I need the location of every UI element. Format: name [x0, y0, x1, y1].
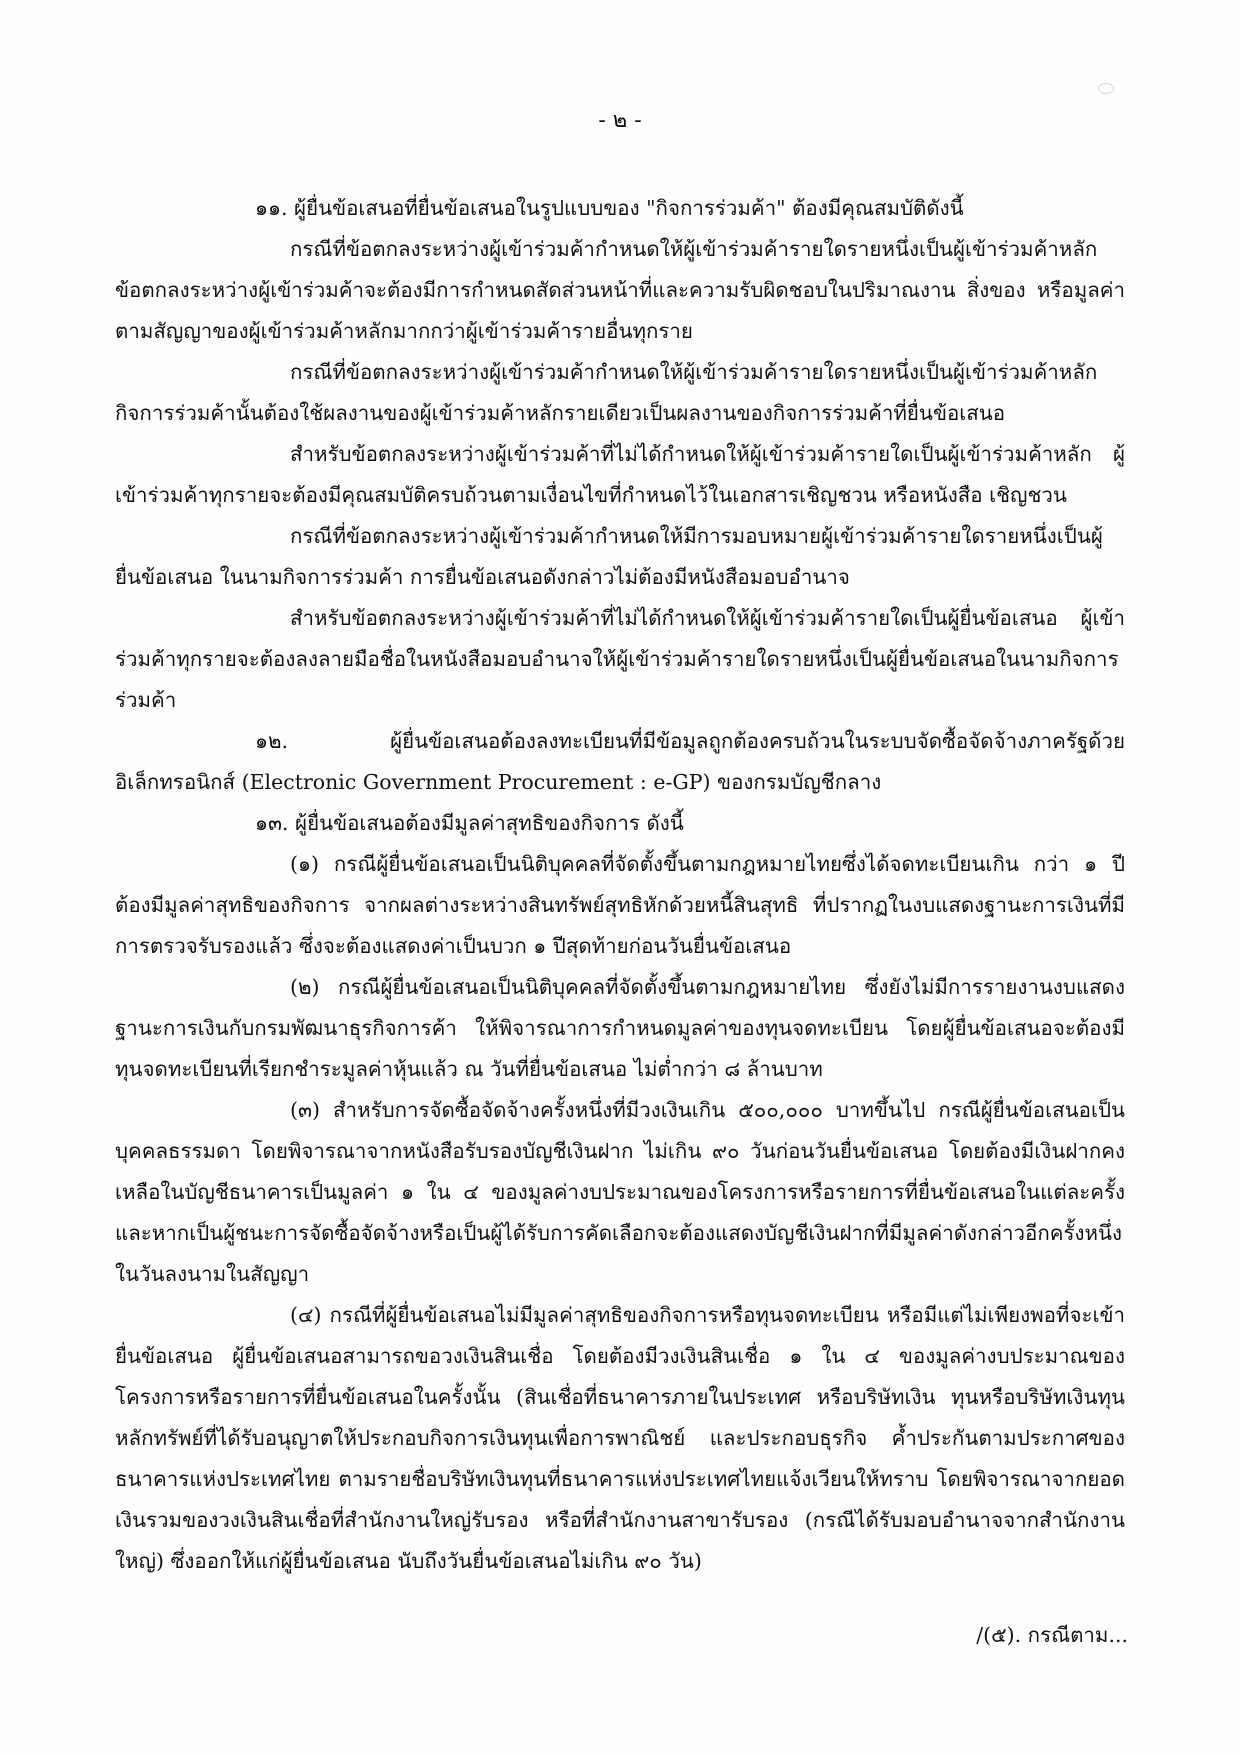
clause-13-item-2: (๒) กรณีผู้ยื่นข้อเสนอเป็นนิติบุคคลที่จัดตั้งขึ้นตามกฎหมายไทย ซึ่งยังไม่มีการรายงานงบแสดงฐานะการเงินกับกรมพัฒนาธุรกิจการค้า ให้พิจารณาการกำหนดมูลค่าของทุนจดทะเบียน โดยผู้ยื่นข้อเสนอจะต้องมีทุนจดทะเบียนที่เรียกชำระมูลค่าหุ้นแล้ว ณ วันที่ยื่นข้อเสนอ ไม่ต่ำกว่า ๘ ล้านบาท: [115, 975, 1125, 1081]
page-number: - ๒ -: [598, 108, 642, 133]
continuation-note: /(๕). กรณีตาม...: [976, 1623, 1128, 1647]
clause-12-egp-registration: ๑๒. ผู้ยื่นข้อเสนอต้องลงทะเบียนที่มีข้อมูลถูกต้องครบถ้วนในระบบจัดซื้อจัดจ้างภาครัฐด้วยอิเล็กทรอนิกส์ (Electronic Government Procurement : e-GP) ของกรมบัญชีกลาง: [115, 729, 1125, 794]
clause-13-heading: ๑๓. ผู้ยื่นข้อเสนอต้องมีมูลค่าสุทธิของกิจการ ดังนี้: [255, 811, 684, 835]
clause-11-lead-partner-proportion: กรณีที่ข้อตกลงระหว่างผู้เข้าร่วมค้ากำหนดให้ผู้เข้าร่วมค้ารายใดรายหนึ่งเป็นผู้เข้าร่วมค้าหลัก ข้อตกลงระหว่างผู้เข้าร่วมค้าจะต้องมีการกำหนดสัดส่วนหน้าที่และความรับผิดชอบในปริมาณงาน สิ่งของ หรือมูลค่าตามสัญญาของผู้เข้าร่วมค้าหลักมากกว่าผู้เข้าร่วมค้ารายอื่นทุกราย: [115, 237, 1125, 343]
clause-13-item-3: (๓) สำหรับการจัดซื้อจัดจ้างครั้งหนึ่งที่มีวงเงินเกิน ๕๐๐,๐๐๐ บาทขึ้นไป กรณีผู้ยื่นข้อเสนอเป็นบุคคลธรรมดา โดยพิจารณาจากหนังสือรับรองบัญชีเงินฝาก ไม่เกิน ๙๐ วันก่อนวันยื่นข้อเสนอ โดยต้องมีเงินฝากคงเหลือในบัญชีธนาคารเป็นมูลค่า ๑ ใน ๔ ของมูลค่างบประมาณของโครงการหรือรายการที่ยื่นข้อเสนอในแต่ละครั้ง และหากเป็นผู้ชนะการจัดซื้อจัดจ้างหรือเป็นผู้ได้รับการคัดเลือกจะต้องแสดงบัญชีเงินฝากที่มีมูลค่าดังกล่าวอีกครั้งหนึ่งในวันลงนามในสัญญา: [115, 1098, 1125, 1286]
clause-11-assigned-bidder: กรณีที่ข้อตกลงระหว่างผู้เข้าร่วมค้ากำหนดให้มีการมอบหมายผู้เข้าร่วมค้ารายใดรายหนึ่งเป็นผู้ยื่นข้อเสนอ ในนามกิจการร่วมค้า การยื่นข้อเสนอดังกล่าวไม่ต้องมีหนังสือมอบอำนาจ: [115, 524, 1103, 589]
clause-11-lead-partner-work: กรณีที่ข้อตกลงระหว่างผู้เข้าร่วมค้ากำหนดให้ผู้เข้าร่วมค้ารายใดรายหนึ่งเป็นผู้เข้าร่วมค้าหลัก กิจการร่วมค้านั้นต้องใช้ผลงานของผู้เข้าร่วมค้าหลักรายเดียวเป็นผลงานของกิจการร่วมค้าที่ยื่นข้อเสนอ: [115, 360, 1098, 425]
clause-11-no-lead-partner: สำหรับข้อตกลงระหว่างผู้เข้าร่วมค้าที่ไม่ได้กำหนดให้ผู้เข้าร่วมค้ารายใดเป็นผู้เข้าร่วมค้าหลัก ผู้เข้าร่วมค้าทุกรายจะต้องมีคุณสมบัติครบถ้วนตามเงื่อนไขที่กำหนดไว้ในเอกสารเชิญชวน หรือหนังสือ เชิญชวน: [115, 442, 1125, 507]
clause-13-item-4: (๔) กรณีที่ผู้ยื่นข้อเสนอไม่มีมูลค่าสุทธิของกิจการหรือทุนจดทะเบียน หรือมีแต่ไม่เพียงพอที่จะเข้ายื่นข้อเสนอ ผู้ยื่นข้อเสนอสามารถขอวงเงินสินเชื่อ โดยต้องมีวงเงินสินเชื่อ ๑ ใน ๔ ของมูลค่างบประมาณของโครงการหรือรายการที่ยื่นข้อเสนอในครั้งนั้น (สินเชื่อที่ธนาคารภายในประเทศ หรือบริษัทเงิน ทุนหรือบริษัทเงินทุนหลักทรัพย์ที่ได้รับอนุญาตให้ประกอบกิจการเงินทุนเพื่อการพาณิชย์ และประกอบธุรกิจ ค้ำประกันตามประกาศของธนาคารแห่งประเทศไทย ตามรายชื่อบริษัทเงินทุนที่ธนาคารแห่งประเทศไทยแจ้งเวียนให้ทราบ โดยพิจารณาจากยอดเงินรวมของวงเงินสินเชื่อที่สำนักงานใหญ่รับรอง หรือที่สำนักงานสาขารับรอง (กรณีได้รับมอบอำนาจจากสำนักงานใหญ่) ซึ่งออกให้แก่ผู้ยื่นข้อเสนอ นับถึงวันยื่นข้อเสนอไม่เกิน ๙๐ วัน): [115, 1303, 1125, 1573]
scan-speck: [1098, 83, 1114, 94]
clause-11-heading: ๑๑. ผู้ยื่นข้อเสนอที่ยื่นข้อเสนอในรูปแบบของ "กิจการร่วมค้า" ต้องมีคุณสมบัติดังนี้: [255, 196, 964, 220]
clause-13-item-1: (๑) กรณีผู้ยื่นข้อเสนอเป็นนิติบุคคลที่จัดตั้งขึ้นตามกฎหมายไทยซึ่งได้จดทะเบียนเกิน กว่า ๑ ปี ต้องมีมูลค่าสุทธิของกิจการ จากผลต่างระหว่างสินทรัพย์สุทธิหักด้วยหนี้สินสุทธิ ที่ปรากฏในงบแสดงฐานะการเงินที่มีการตรวจรับรองแล้ว ซึ่งจะต้องแสดงค่าเป็นบวก ๑ ปีสุดท้ายก่อนวันยื่นข้อเสนอ: [115, 852, 1125, 958]
document-body: [115, 188, 1125, 1582]
clause-11-power-of-attorney: สำหรับข้อตกลงระหว่างผู้เข้าร่วมค้าที่ไม่ได้กำหนดให้ผู้เข้าร่วมค้ารายใดเป็นผู้ยื่นข้อเสนอ ผู้เข้าร่วมค้าทุกรายจะต้องลงลายมือชื่อในหนังสือมอบอำนาจให้ผู้เข้าร่วมค้ารายใดรายหนึ่งเป็นผู้ยื่นข้อเสนอในนามกิจการร่วมค้า: [115, 606, 1125, 712]
